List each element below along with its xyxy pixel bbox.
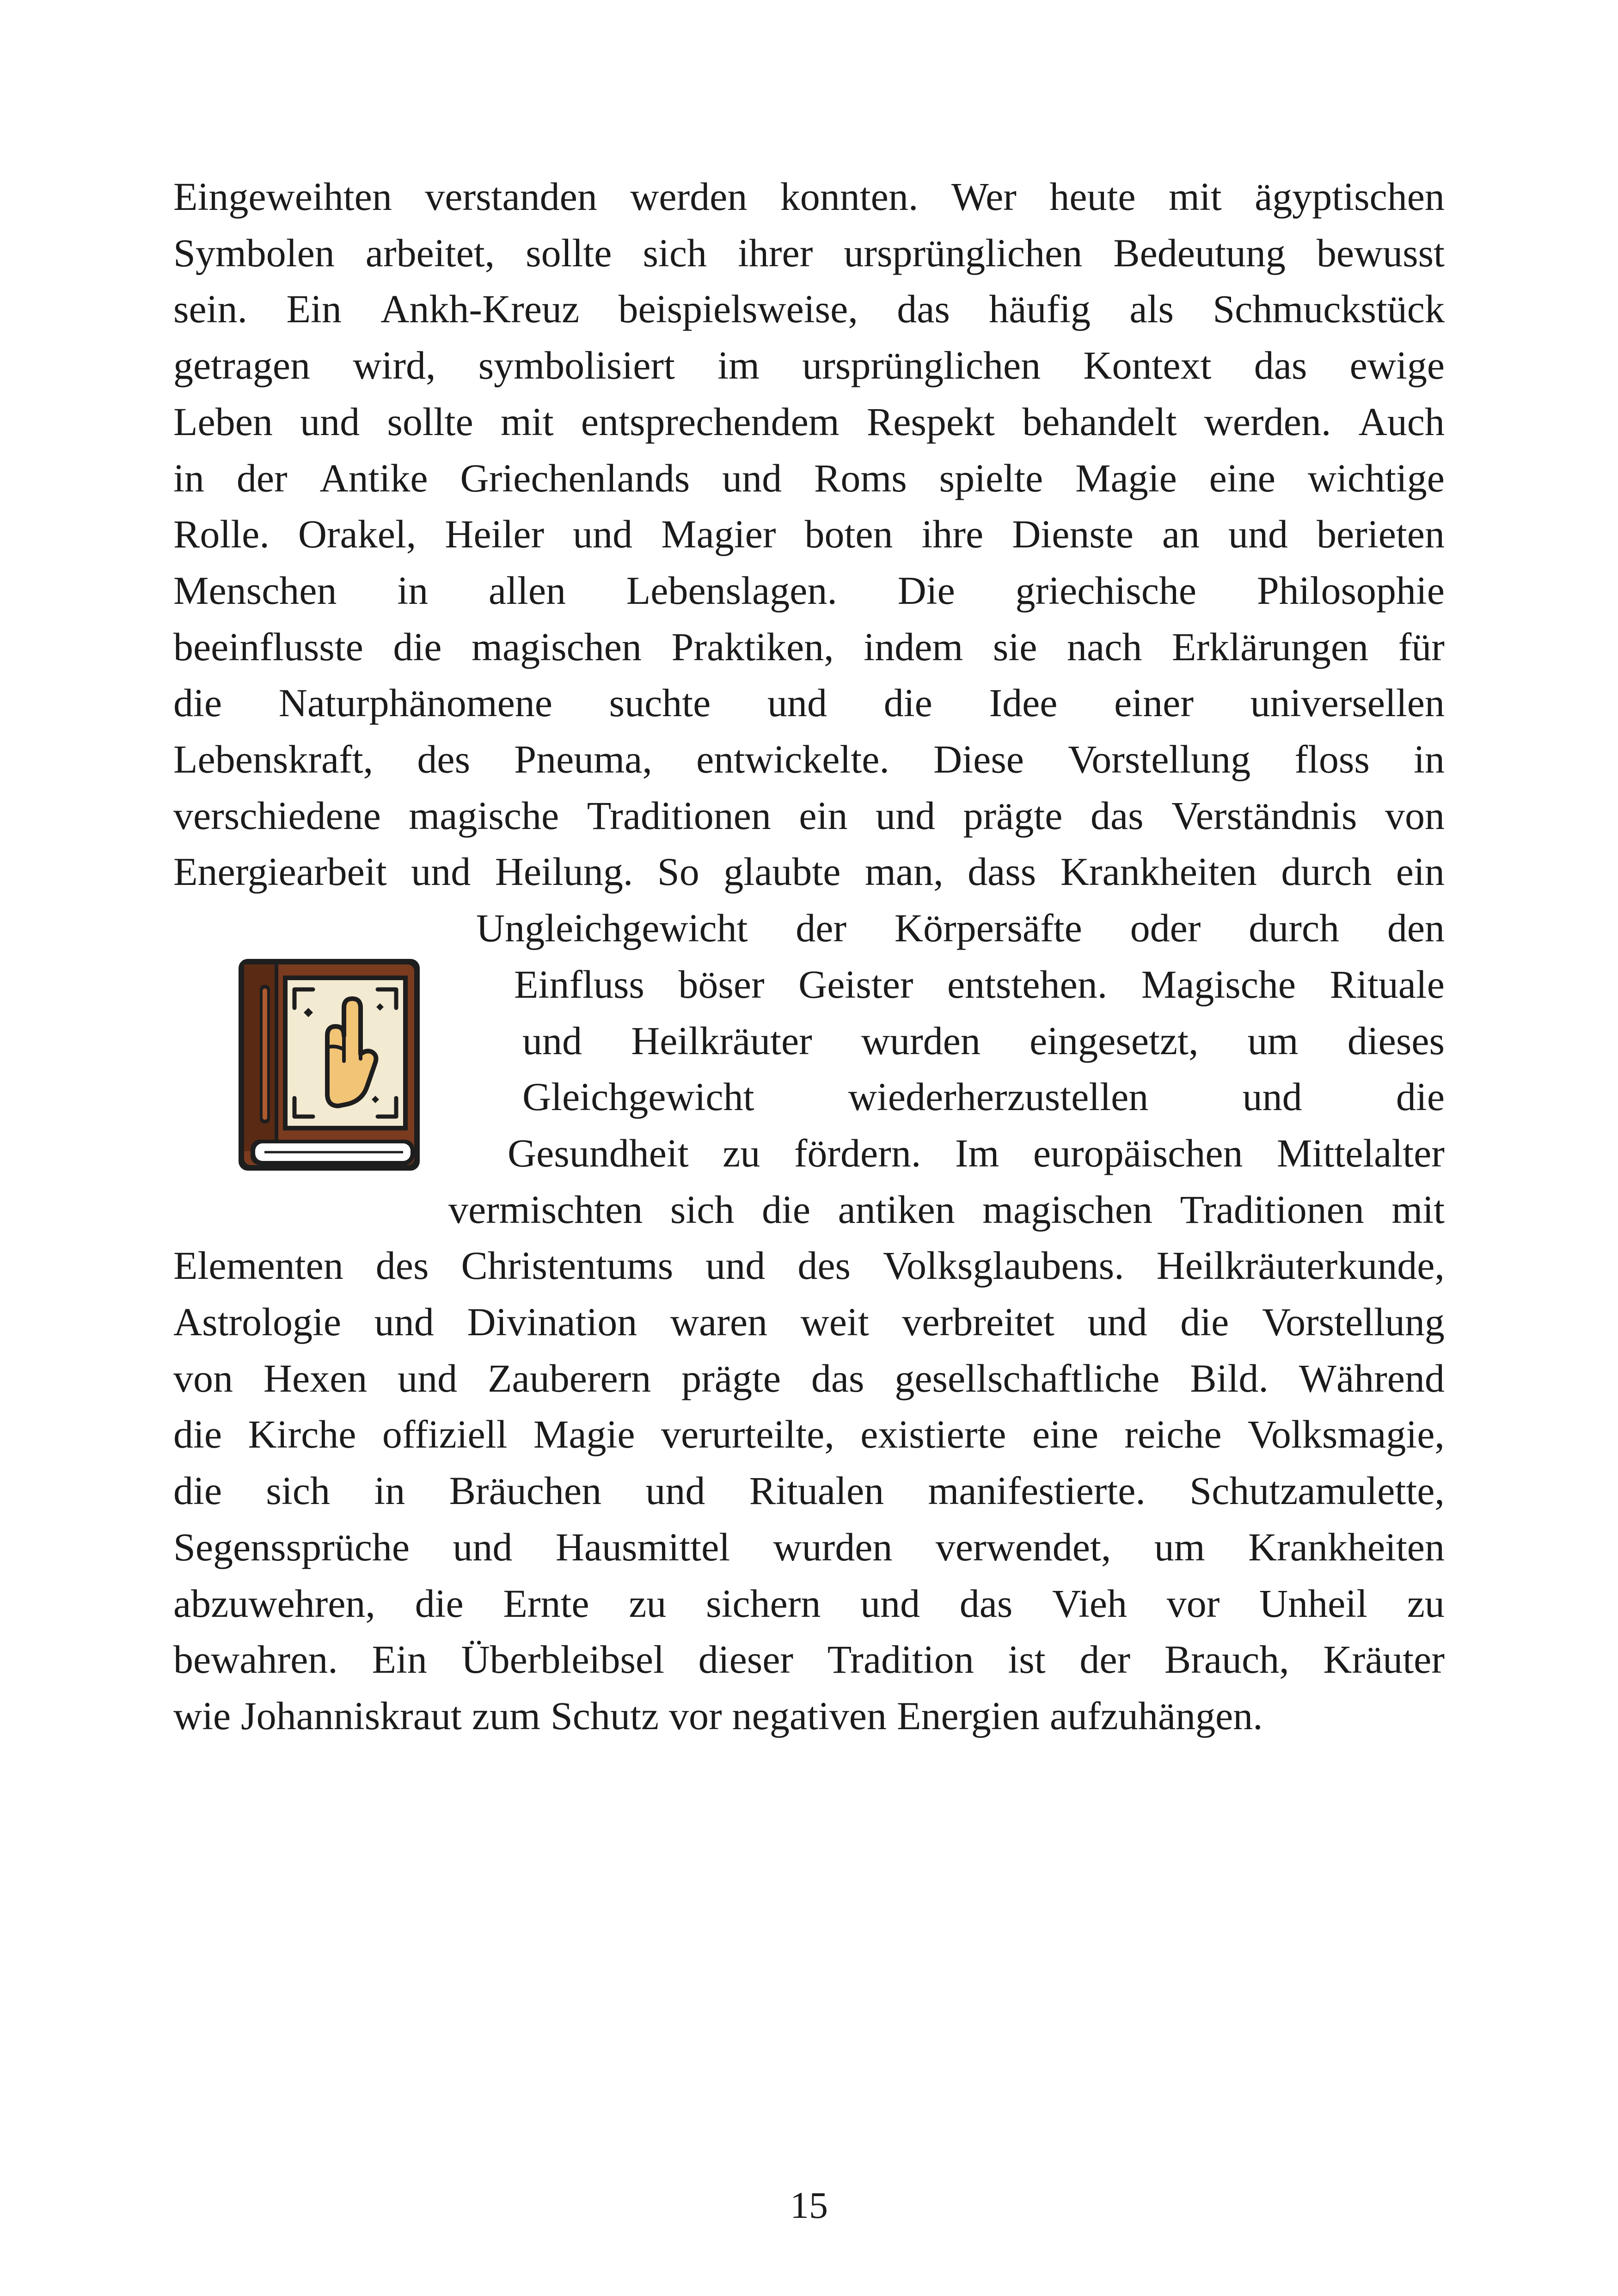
word: Bedeutung [1113, 231, 1286, 275]
word: und [300, 399, 360, 444]
word: universellen [1250, 681, 1445, 725]
text-line [476, 900, 1445, 956]
word: Griechenlands [460, 456, 690, 500]
word: manifestierte. [928, 1468, 1146, 1513]
word: Rituale [1330, 962, 1445, 1007]
word: der [1079, 1637, 1131, 1682]
word: und [1228, 512, 1288, 556]
word: und [1087, 1300, 1147, 1344]
word: Roms [814, 456, 907, 500]
word: negativen [732, 1694, 887, 1738]
word: Hexen [263, 1356, 368, 1400]
word: Ein [286, 287, 342, 331]
text-line [173, 844, 1445, 899]
word: eine [1032, 1412, 1099, 1456]
word: Traditionen [587, 793, 771, 838]
word: reiche [1124, 1412, 1222, 1456]
word: Erklärungen [1171, 625, 1369, 669]
word: man, [865, 849, 944, 894]
word: Antike [319, 456, 428, 500]
word: Christentums [461, 1243, 674, 1288]
word: dieser [698, 1637, 794, 1682]
word: den [1387, 906, 1445, 950]
word: Brauch, [1164, 1637, 1289, 1682]
word: Heilkräuter [631, 1019, 812, 1063]
word: Schutzamulette, [1189, 1468, 1445, 1513]
word: Schmuckstück [1213, 287, 1445, 331]
word: Die [897, 568, 955, 613]
word: böser [678, 962, 765, 1007]
word: die [1180, 1300, 1229, 1344]
word: Geister [798, 962, 913, 1007]
word: eingesetzt, [1030, 1019, 1199, 1063]
word: und [860, 1581, 920, 1626]
word: Volksmagie, [1247, 1412, 1445, 1456]
word: Divination [467, 1300, 637, 1344]
word: um [1247, 1019, 1299, 1063]
word: Energien [896, 1694, 1040, 1738]
page-number: 15 [790, 2184, 828, 2226]
word: sich [266, 1468, 330, 1513]
word: Einfluss [514, 962, 644, 1007]
word: Magische [1141, 962, 1296, 1007]
word: suchte [609, 681, 711, 725]
text-line [173, 788, 1445, 843]
word: einer [1114, 681, 1194, 725]
word: ist [1008, 1637, 1046, 1682]
word: Heiler [445, 512, 545, 556]
word: und [705, 1243, 766, 1288]
text-line [514, 957, 1445, 1012]
text-line [173, 506, 1445, 562]
word: heute [1049, 174, 1136, 219]
word: floss [1294, 737, 1370, 781]
word: arbeitet, [365, 231, 495, 275]
word: Bild. [1190, 1356, 1269, 1400]
text-line [173, 675, 1445, 731]
word: ihre [921, 512, 984, 556]
word: und [573, 512, 633, 556]
word: der [236, 456, 288, 500]
word: Schutz [550, 1694, 659, 1738]
text-line [173, 1519, 1445, 1575]
word: sie [993, 625, 1037, 669]
word: Heilkräuterkunde, [1156, 1243, 1445, 1288]
text-line [173, 225, 1445, 281]
word: das [811, 1356, 864, 1400]
text-line [173, 731, 1445, 787]
word: durch [1249, 906, 1340, 950]
word: mit [500, 399, 554, 444]
word: allen [488, 568, 566, 613]
word: Energiearbeit [173, 849, 387, 894]
word: Bräuchen [449, 1468, 602, 1513]
word: eine [1209, 456, 1275, 500]
word: sollte [387, 399, 473, 444]
word: Gleichgewicht [522, 1074, 754, 1119]
word: und [453, 1525, 513, 1569]
word: Kontext [1083, 343, 1212, 387]
word: ein [1396, 849, 1445, 894]
word: ursprünglichen [802, 343, 1041, 387]
word: gesellschaftliche [895, 1356, 1160, 1400]
text-line [173, 338, 1445, 393]
word: existierte [860, 1412, 1006, 1456]
word: Vieh [1052, 1581, 1128, 1626]
word: Tradition [827, 1637, 974, 1682]
word: Mittelalter [1276, 1131, 1445, 1175]
word: entwickelte. [696, 737, 889, 781]
word: Naturphänomene [278, 681, 552, 725]
word: Elementen [173, 1243, 343, 1288]
word: konnten. [780, 174, 919, 219]
word: und [876, 793, 936, 838]
word: getragen [173, 343, 311, 387]
word: und [522, 1019, 582, 1063]
word: Rolle. [173, 512, 270, 556]
word: Diese [933, 737, 1024, 781]
word: verstanden [425, 174, 597, 219]
word: entsprechendem [581, 399, 840, 444]
word: sich [670, 1187, 735, 1232]
text-line [173, 563, 1445, 618]
text-line [173, 1688, 1445, 1743]
word: wird, [353, 343, 436, 387]
text-line [173, 1406, 1445, 1462]
word: ein [799, 793, 848, 838]
text-line [173, 169, 1445, 224]
word: Heilung. [495, 849, 633, 894]
word: Johanniskraut [241, 1694, 462, 1738]
word: und [411, 849, 471, 894]
text-line [173, 1294, 1445, 1350]
word: vor [669, 1694, 722, 1738]
word: das [897, 287, 950, 331]
word: und [1242, 1074, 1302, 1119]
word: indem [864, 625, 963, 669]
word: So [657, 849, 699, 894]
word: vor [1166, 1581, 1220, 1626]
word: griechische [1015, 568, 1197, 613]
word: ewige [1349, 343, 1445, 387]
word: um [1154, 1525, 1205, 1569]
word: werden. [1204, 399, 1331, 444]
word: mit [1391, 1187, 1445, 1232]
word: boten [804, 512, 893, 556]
word: und [767, 681, 827, 725]
word: die [1396, 1074, 1445, 1119]
word: für [1398, 625, 1445, 669]
word: behandelt [1022, 399, 1177, 444]
word: in [374, 1468, 405, 1513]
word: Ritualen [749, 1468, 884, 1513]
word: oder [1130, 906, 1201, 950]
text-line [522, 1013, 1445, 1068]
word: an [1162, 512, 1200, 556]
text-line [522, 1069, 1445, 1124]
word: symbolisiert [478, 343, 675, 387]
word: zu [723, 1131, 760, 1175]
word: bewusst [1316, 231, 1445, 275]
word: Menschen [173, 568, 337, 613]
word: entstehen. [947, 962, 1108, 1007]
word: Ankh-Kreuz [380, 287, 580, 331]
word: offiziell [382, 1412, 508, 1456]
word: Symbolen [173, 231, 335, 275]
word: Volksglaubens. [883, 1243, 1124, 1288]
word: zum [472, 1694, 540, 1738]
word: Respekt [866, 399, 995, 444]
word: im [717, 343, 760, 387]
word: Eingeweihten [173, 174, 392, 219]
word: dieses [1347, 1019, 1445, 1063]
word: Lebenslagen. [626, 568, 837, 613]
word: Im [955, 1131, 999, 1175]
word: in [173, 456, 204, 500]
word: ursprünglichen [844, 231, 1083, 275]
word: Krankheiten [1248, 1525, 1445, 1569]
text-line [508, 1125, 1445, 1181]
word: Verständnis [1171, 793, 1357, 838]
word: zu [629, 1581, 667, 1626]
word: waren [670, 1300, 767, 1344]
text-line [173, 1576, 1445, 1631]
word: Ein [372, 1637, 427, 1682]
word: aufzuhängen. [1049, 1694, 1263, 1738]
word: verbreitet [902, 1300, 1054, 1344]
word: dass [968, 849, 1036, 894]
word: das [959, 1581, 1013, 1626]
word: häufig [989, 287, 1091, 331]
word: abzuwehren, [173, 1581, 375, 1626]
word: sich [643, 231, 707, 275]
word: in [397, 568, 429, 613]
word: Philosophie [1256, 568, 1445, 613]
word: Leben [173, 399, 273, 444]
word: Ernte [503, 1581, 589, 1626]
word: Kräuter [1323, 1637, 1445, 1682]
word: Astrologie [173, 1300, 342, 1344]
text-line [448, 1182, 1445, 1237]
word: und [374, 1300, 434, 1344]
word: ägyptischen [1255, 174, 1445, 219]
word: die [173, 1412, 222, 1456]
word: Pneuma, [514, 737, 652, 781]
word: wie [173, 1694, 231, 1738]
word: Praktiken, [671, 625, 834, 669]
word: des [375, 1243, 429, 1288]
word: wurden [861, 1019, 981, 1063]
word: magischen [982, 1187, 1153, 1232]
word: prägte [681, 1356, 781, 1400]
word: europäischen [1033, 1131, 1243, 1175]
text-line [173, 619, 1445, 675]
text-line [173, 1632, 1445, 1687]
word: werden [630, 174, 748, 219]
word: von [173, 1356, 233, 1400]
word: Vorstellung [1068, 737, 1251, 781]
word: des [417, 737, 471, 781]
word: Körpersäfte [894, 906, 1082, 950]
text-line [173, 394, 1445, 449]
word: Hausmittel [555, 1525, 730, 1569]
text-line [173, 281, 1445, 337]
word: mit [1169, 174, 1222, 219]
spellbook-hand-sign-icon [237, 957, 422, 1174]
word: verurteilte, [661, 1412, 834, 1456]
text-line [173, 1463, 1445, 1518]
word: verschiedene [173, 793, 381, 838]
word: fördern. [794, 1131, 921, 1175]
word: die [393, 625, 442, 669]
word: wurden [773, 1525, 893, 1569]
word: Magie [533, 1412, 635, 1456]
word: Kirche [248, 1412, 356, 1456]
word: die [415, 1581, 464, 1626]
text-line [173, 1351, 1445, 1406]
word: Während [1299, 1356, 1445, 1400]
word: und [645, 1468, 705, 1513]
word: Gesundheit [508, 1131, 689, 1175]
word: zu [1407, 1581, 1445, 1626]
word: Lebenskraft, [173, 737, 374, 781]
word: durch [1281, 849, 1372, 894]
word: vermischten [448, 1187, 643, 1232]
word: wiederherzustellen [848, 1074, 1149, 1119]
word: glaubte [723, 849, 841, 894]
word: ihrer [738, 231, 813, 275]
word: Orakel, [298, 512, 417, 556]
word: sollte [526, 231, 612, 275]
word: die [173, 1468, 222, 1513]
word: Krankheiten [1060, 849, 1257, 894]
word: wichtige [1307, 456, 1445, 500]
word: Magier [661, 512, 776, 556]
word: Idee [989, 681, 1058, 725]
word: Überbleibsel [461, 1637, 664, 1682]
word: die [883, 681, 932, 725]
word: beeinflusste [173, 625, 363, 669]
word: Zauberern [487, 1356, 651, 1400]
word: und [722, 456, 782, 500]
word: das [1090, 793, 1144, 838]
word: der [796, 906, 847, 950]
word: bewahren. [173, 1637, 338, 1682]
word: Magie [1075, 456, 1177, 500]
word: magischen [472, 625, 642, 669]
text-line [173, 450, 1445, 506]
word: Wer [951, 174, 1017, 219]
word: nach [1067, 625, 1142, 669]
word: Unheil [1259, 1581, 1368, 1626]
text-line [173, 1238, 1445, 1293]
word: als [1129, 287, 1174, 331]
word: spielte [939, 456, 1043, 500]
word: die [761, 1187, 811, 1232]
word: Auch [1358, 399, 1445, 444]
word: Segenssprüche [173, 1525, 410, 1569]
word: Dienste [1012, 512, 1134, 556]
word: beispielsweise, [618, 287, 858, 331]
word: berieten [1317, 512, 1445, 556]
word: magische [409, 793, 559, 838]
word: und [398, 1356, 458, 1400]
word: antiken [838, 1187, 955, 1232]
word: Ungleichgewicht [476, 906, 748, 950]
word: sein. [173, 287, 248, 331]
word: Traditionen [1180, 1187, 1364, 1232]
word: die [173, 681, 222, 725]
word: sichern [706, 1581, 821, 1626]
word: Vorstellung [1262, 1300, 1445, 1344]
word: das [1254, 343, 1307, 387]
word: weit [800, 1300, 869, 1344]
word: von [1385, 793, 1445, 838]
word: in [1414, 737, 1445, 781]
word: prägte [963, 793, 1063, 838]
word: des [797, 1243, 851, 1288]
word: verwendet, [935, 1525, 1111, 1569]
